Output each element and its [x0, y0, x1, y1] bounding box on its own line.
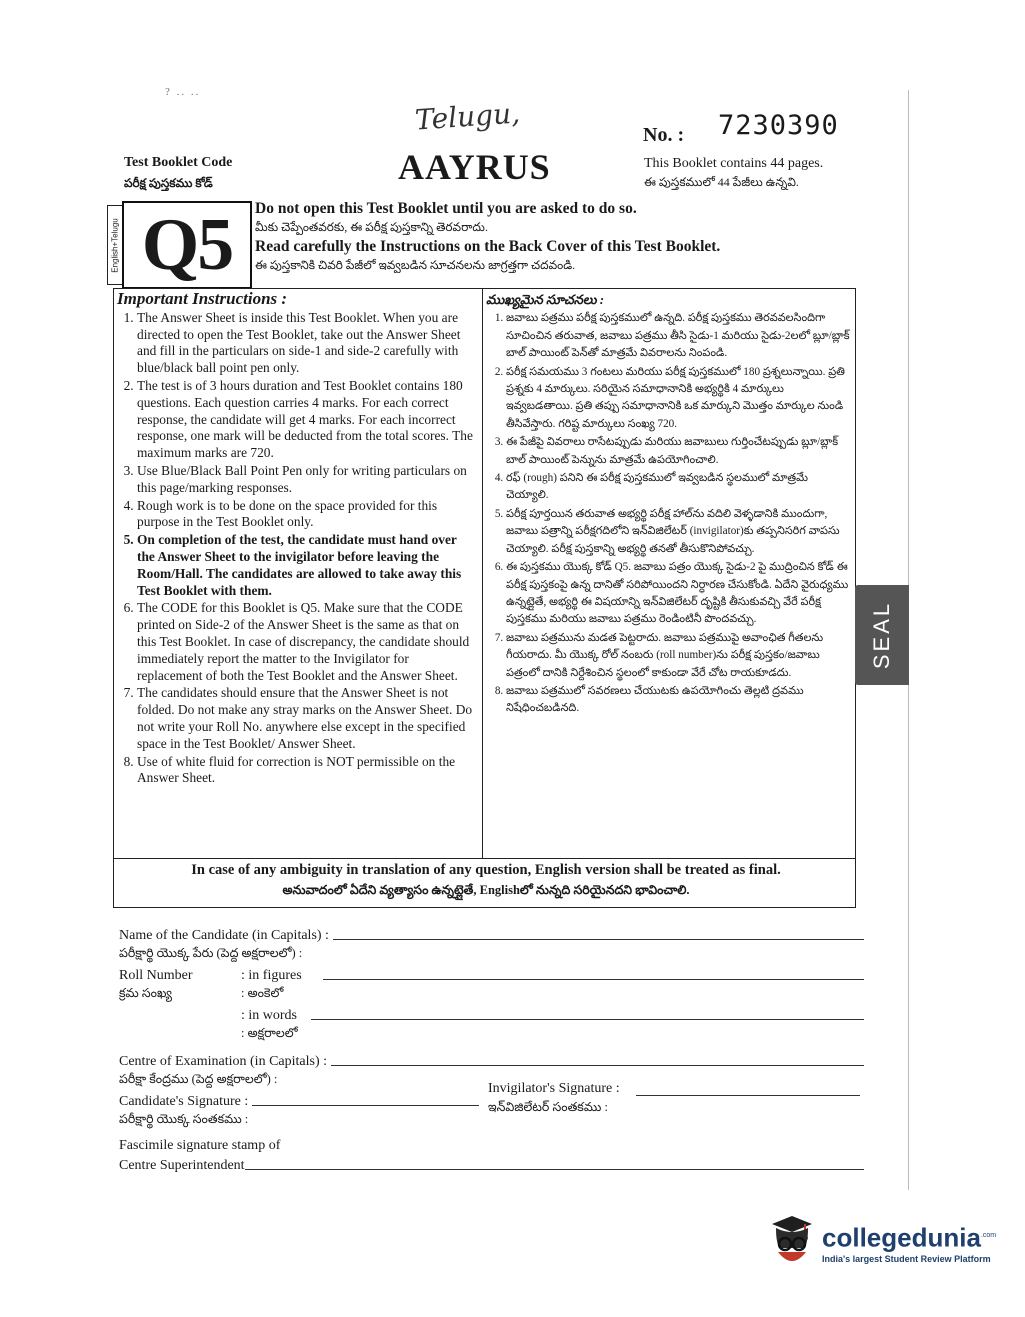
centre-label: Centre of Examination (in Capitals) :: [119, 1054, 328, 1069]
warning-read-en: Read carefully the Instructions on the Back Cover of this Test Booklet.: [255, 238, 721, 255]
instruction-item: 4. Rough work is to be done on the space provided for this purpose in the Test Booklet only.: [137, 498, 477, 532]
instructions-english: [117, 291, 477, 788]
instructions-heading-en: Important Instructions :: [117, 289, 288, 308]
instruction-item: 6. The CODE for this Booklet is Q5. Make sure that the CODE printed on Side-2 of the Answer Sheet is the same as that on this Test Booklet. In case of discrepancy, the candidate should immediately report the matter to the Invigilator for replacement of both the Test Booklet and the Answer Sheet.: [137, 600, 477, 684]
in-figures-label: : in figures: [241, 968, 302, 983]
in-words-label-te: : అక్షరాలలో: [241, 1026, 298, 1040]
brand-suffix: .com: [980, 1231, 997, 1239]
instructions-telugu: [486, 291, 851, 719]
candidate-name-field[interactable]: [333, 938, 864, 940]
instruction-item: 2. పరీక్ష సమయము 3 గంటలు మరియు పరీక్ష పుస్తకములో 180 ప్రశ్నలున్నాయి. ప్రతి ప్రశ్నకు 4 మార్కులు. సరియైన సమాధానానికి అభ్యర్థికి 4 మార్కులు ఇవ్వబడతాయి. ప్రతి తప్పు సమాధానానికి ఒక మార్కుని మొత్తం మార్కుల నుండి తీసివేస్తారు. గరిష్ట మార్కులు సంఖ్య 720.: [506, 364, 851, 434]
roll-words-row: [119, 1004, 864, 1024]
translation-note: [118, 860, 854, 900]
instruction-item: 3. ఈ పేజీపై వివరాలు రాసేటప్పుడు మరియు జవాబులు గుర్తించేటప్పుడు బ్లూ/బ్లాక్ బాల్ పాయింట్ పెన్నును మాత్రమే ఉపయోగించాలి.: [506, 434, 851, 469]
stamp-row-2: [119, 1154, 864, 1174]
candidate-signature-label: Candidate's Signature :: [119, 1094, 249, 1109]
candidate-signature-field[interactable]: [252, 1104, 479, 1106]
in-words-label: : in words: [241, 1008, 297, 1023]
booklet-code-box: [122, 201, 252, 289]
stamp-row-1: [119, 1134, 864, 1154]
booklet-code-label: [124, 152, 232, 194]
language-tag: [107, 205, 123, 285]
language-tag-text: English+Telugu: [110, 217, 120, 273]
warning-open-en: Do not open this Test Booklet until you are asked to do so.: [255, 200, 637, 217]
page-count-te: ఈ పుస్తకములో 44 పేజీలు ఉన్నవి.: [644, 175, 799, 189]
instruction-item: 8. జవాబు పత్రములో సవరణలు చేయుటకు ఉపయోగించు తెల్లటి ద్రవము నిషేధించబడినది.: [506, 683, 851, 718]
page-title: AAYRUS: [398, 147, 551, 187]
candidate-name-row: [119, 924, 864, 944]
stamp-label-line1: Fascimile signature stamp of: [119, 1138, 281, 1153]
instruction-item: 2. The test is of 3 hours duration and Test Booklet contains 180 questions. Each question carries 4 marks. For each correct response, the candidate will get 4 marks. For each incorrect response, one mark will be deducted from the total scores. The maximum marks are 720.: [137, 378, 477, 462]
candidate-name-label: Name of the Candidate (in Capitals) :: [119, 928, 329, 943]
handwritten-language-note: Telugu,: [413, 96, 521, 137]
instruction-item: 1. The Answer Sheet is inside this Test Booklet. When you are directed to open the Test Booklet, take out the Answer Sheet and fill in the particulars on side-1 and side-2 carefully with blue/black ball point pen only.: [137, 310, 477, 377]
roll-figures-row: [119, 964, 864, 984]
candidate-signature-row: [119, 1090, 479, 1110]
booklet-code: Q5: [141, 204, 233, 286]
translation-note-en: In case of any ambiguity in translation of any question, English version shall be treated as final.: [191, 862, 781, 878]
invigilator-signature-field[interactable]: [636, 1095, 860, 1096]
centre-field[interactable]: [331, 1064, 864, 1066]
warning-block: [255, 198, 855, 274]
stamp-field[interactable]: [245, 1168, 864, 1170]
brand-name: [822, 1222, 996, 1252]
roll-figures-field[interactable]: [323, 978, 865, 980]
page-count-note: [644, 154, 823, 192]
instruction-item: 8. Use of white fluid for correction is NOT permissible on the Answer Sheet.: [137, 754, 477, 788]
column-divider: [482, 288, 483, 858]
candidate-form: [119, 924, 864, 1174]
warning-read-te: ఈ పుస్తకానికి చివరి పేజీలో ఇవ్వబడిన సూచనలను జాగ్రత్తగా చదవండి.: [255, 258, 576, 272]
invigilator-signature-label: Invigilator's Signature :: [488, 1081, 620, 1096]
collegedunia-watermark: [766, 1214, 996, 1272]
instruction-item: 7. జవాబు పత్రమును మడత పెట్టరాదు. జవాబు పత్రముపై అవాంఛిత గీతలను గీయరాదు. మీ యొక్క రోల్ నంబరు (roll number)ను పరీక్ష పుస్తకం/జవాబు పత్రంలో దానికి నిర్దేశించిన స్థలంలో కాకుండా వేరే చోట రాయకూడదు.: [506, 630, 851, 682]
invigilator-signature-label-te: ఇన్‌విజిలేటర్ సంతకము :: [488, 1100, 608, 1114]
booklet-number: 7230390: [718, 110, 839, 141]
roll-number-label: Roll Number: [119, 968, 193, 983]
roll-words-field[interactable]: [311, 1018, 864, 1020]
centre-row: [119, 1050, 864, 1070]
collegedunia-logo-icon: [766, 1214, 818, 1272]
seal-tab: [855, 585, 909, 685]
seal-label: SEAL: [869, 600, 895, 670]
stamp-label-line2: Centre Superintendent: [119, 1158, 245, 1173]
instructions-heading-te: ముఖ్యమైన సూచనలు :: [486, 292, 605, 307]
roll-number-label-te: క్రమ సంఖ్య: [119, 986, 173, 1000]
instruction-item: 3. Use Blue/Black Ball Point Pen only for writing particulars on this page/marking responses.: [137, 463, 477, 497]
brand-tagline: India's largest Student Review Platform: [822, 1254, 991, 1265]
instruction-item: 1. జవాబు పత్రము పరీక్ష పుస్తకములో ఉన్నది. పరీక్ష పుస్తకము తెరవవలసిందిగా సూచించిన తరువాత, జవాబు పత్రము తీసి సైడు-1 మరియు సైడు-2లలో బ్లూ/బ్లాక్ బాల్ పాయింట్ పెన్‌తో మాత్రమే వివరాలను నింపండి.: [506, 310, 851, 362]
translation-note-te: అనువాదంలో ఏదేని వ్యత్యాసం ఉన్నట్లైతే, Englishలో నున్నది సరియైనదని భావించాలి.: [282, 883, 690, 897]
invigilator-signature: [488, 1081, 620, 1118]
candidate-name-label-te: పరీక్షార్థి యొక్క పేరు (పెద్ద అక్షరాలలో) :: [119, 946, 303, 960]
instruction-item: 4. రఫ్ (rough) పనిని ఈ పరీక్ష పుస్తకములో ఇవ్వబడిన స్థలములో మాత్రమే చెయ్యాలి.: [506, 470, 851, 505]
booklet-number-label: No. :: [643, 124, 685, 146]
booklet-code-label-en: Test Booklet Code: [124, 155, 233, 170]
page-count-en: This Booklet contains 44 pages.: [644, 156, 824, 171]
brand-name-text: collegedunia: [822, 1222, 981, 1253]
instruction-item: 5. On completion of the test, the candidate must hand over the Answer Sheet to the invigilator before leaving the Room/Hall. The candidates are allowed to take away this Test Booklet with them.: [137, 532, 477, 599]
in-figures-label-te: : అంకెలో: [241, 986, 284, 1000]
centre-label-te: పరీక్షా కేంద్రము (పెద్ద అక్షరాలలో) :: [119, 1072, 278, 1086]
booklet-code-label-te: పరీక్ష పుస్తకము కోడ్: [124, 176, 213, 190]
instruction-item: 7. The candidates should ensure that the Answer Sheet is not folded. Do not make any stray marks on the Answer Sheet. Do not write your Roll No. anywhere else except in the specified space in the Test Booklet/ Answer Sheet.: [137, 685, 477, 752]
ambiguity-divider: [113, 858, 856, 859]
candidate-signature-label-te: పరీక్షార్థి యొక్క సంతకము :: [119, 1112, 249, 1126]
warning-open-te: మీకు చెప్పేంతవరకు, ఈ పరీక్ష పుస్తకాన్ని తెరవరాదు.: [255, 220, 488, 234]
scribble-mark: ? .. ..: [165, 86, 201, 98]
collegedunia-text: [822, 1222, 996, 1265]
roll-figures-te-row: [119, 984, 864, 1004]
candidate-name-te-row: [119, 944, 864, 964]
roll-words-te-row: [119, 1024, 864, 1044]
instruction-item: 6. ఈ పుస్తకము యొక్క కోడ్ Q5. జవాబు పత్రం యొక్క సైడు-2 పై ముద్రించిన కోడ్ ఈ పరీక్ష పుస్తకంపై ఉన్న దానితో సరిపోయిందని నిర్ధారణ చేసుకోండి. ఏదేని వైరుధ్యము ఉన్నట్లైతే, అభ్యర్థి ఈ విషయాన్ని ఇన్‌విజిలేటర్ దృష్టికి తీసుకువచ్చి వేరే పరీక్ష పుస్తకము మరియు జవాబు పత్రము రెండింటినీ పొందవచ్చు.: [506, 559, 851, 629]
instruction-item: 5. పరీక్ష పూర్తయిన తరువాత అభ్యర్థి పరీక్ష హాల్‌ను వదిలి వెళ్ళడానికి ముందుగా, జవాబు పత్రాన్ని పరీక్షగదిలోని ఇన్‌విజిలేటర్ (invigilator)కు తప్పనిసరిగ వాపసు చెయ్యాలి. పరీక్ష పుస్తకాన్ని అభ్యర్థి తనతో తీసుకొనిపోవచ్చు.: [506, 506, 851, 558]
